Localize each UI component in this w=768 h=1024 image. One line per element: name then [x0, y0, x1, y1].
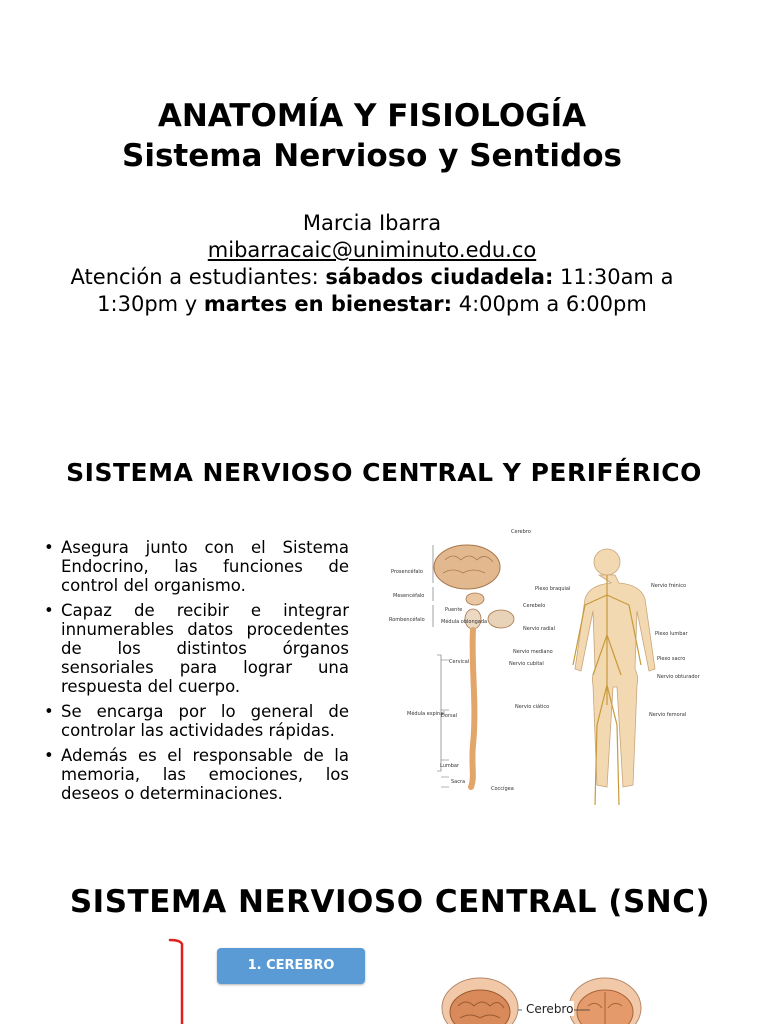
svg-text:Plexo lumbar: Plexo lumbar	[655, 631, 688, 637]
list-item: • Además es el responsable de la memoria, las emociones, los deseos o determinaciones.	[44, 746, 349, 803]
attention-time-1: 11:30am a 1:30pm y	[97, 265, 674, 316]
author-name: Marcia Ibarra	[302, 211, 442, 235]
attention-day-2: martes en bienestar:	[203, 292, 453, 316]
svg-text:Prosencéfalo: Prosencéfalo	[391, 569, 423, 575]
svg-text:Médula espinal: Médula espinal	[407, 711, 445, 717]
svg-text:Nervio obturador: Nervio obturador	[657, 674, 700, 680]
bullet-dot: •	[44, 746, 54, 765]
attention-hours	[60, 264, 684, 318]
nervous-system-figure	[385, 515, 710, 820]
svg-text:Nervio frénico: Nervio frénico	[651, 583, 687, 589]
attention-prefix: Atención a estudiantes:	[70, 265, 326, 289]
red-bracket	[168, 938, 188, 1024]
title-line-1: ANATOMÍA Y FISIOLOGÍA	[157, 98, 587, 134]
svg-text:Médula oblongada: Médula oblongada	[441, 619, 488, 625]
author-email-link[interactable]: mibarracaic@uniminuto.edu.co	[207, 238, 537, 262]
svg-text:Sacra: Sacra	[451, 779, 466, 785]
title-line-2: Sistema Nervioso y Sentidos	[122, 138, 622, 174]
bullet-dot: •	[44, 538, 54, 557]
list-item: • Capaz de recibir e integrar innumerables datos procedentes de los distintos órganos sensoriales para lograr una respuesta del cuerpo.	[44, 601, 349, 696]
svg-text:Nervio ciático: Nervio ciático	[515, 704, 550, 710]
attention-day-1: sábados ciudadela:	[325, 265, 554, 289]
bullet-list	[44, 538, 349, 809]
svg-text:Nervio femoral: Nervio femoral	[649, 712, 687, 718]
section-title-snc-snp: SISTEMA NERVIOSO CENTRAL Y PERIFÉRICO	[66, 458, 702, 487]
list-item: • Asegura junto con el Sistema Endocrino, las funciones de control del organismo.	[44, 538, 349, 595]
svg-text:Dorsal: Dorsal	[441, 713, 458, 719]
svg-text:Cervical: Cervical	[449, 659, 470, 665]
section-title-snc: SISTEMA NERVIOSO CENTRAL (SNC)	[69, 884, 711, 920]
svg-text:Nervio cubital: Nervio cubital	[509, 661, 544, 667]
svg-text:Plexo braquial: Plexo braquial	[535, 586, 571, 592]
spinal-cord-shape	[471, 630, 474, 787]
svg-text:Cerebelo: Cerebelo	[523, 603, 546, 609]
svg-text:Rombencéfalo: Rombencéfalo	[389, 617, 425, 623]
human-body-figure	[573, 549, 655, 805]
slide-title	[0, 96, 744, 176]
svg-text:Coccígea: Coccígea	[491, 786, 514, 792]
svg-text:Cerebro: Cerebro	[511, 529, 531, 535]
brain-images	[430, 966, 660, 1024]
svg-text:Puente: Puente	[445, 607, 463, 613]
svg-text:Lumbar: Lumbar	[440, 763, 460, 769]
bullet-dot: •	[44, 601, 54, 620]
svg-text:Plexo sacro: Plexo sacro	[657, 656, 686, 662]
brain-label: Cerebro	[526, 1002, 574, 1016]
list-item: • Se encarga por lo general de controlar las actividades rápidas.	[44, 702, 349, 740]
attention-time-2: 4:00pm a 6:00pm	[452, 292, 647, 316]
svg-text:Mesencéfalo: Mesencéfalo	[393, 593, 425, 599]
author-info	[60, 210, 684, 318]
cerebro-button[interactable]: 1. CEREBRO	[217, 948, 365, 984]
svg-text:Nervio radial: Nervio radial	[523, 626, 556, 632]
cerebellum-shape	[488, 610, 514, 628]
brain-shape	[434, 545, 500, 589]
svg-text:Nervio mediano: Nervio mediano	[513, 649, 553, 655]
bullet-dot: •	[44, 702, 54, 721]
